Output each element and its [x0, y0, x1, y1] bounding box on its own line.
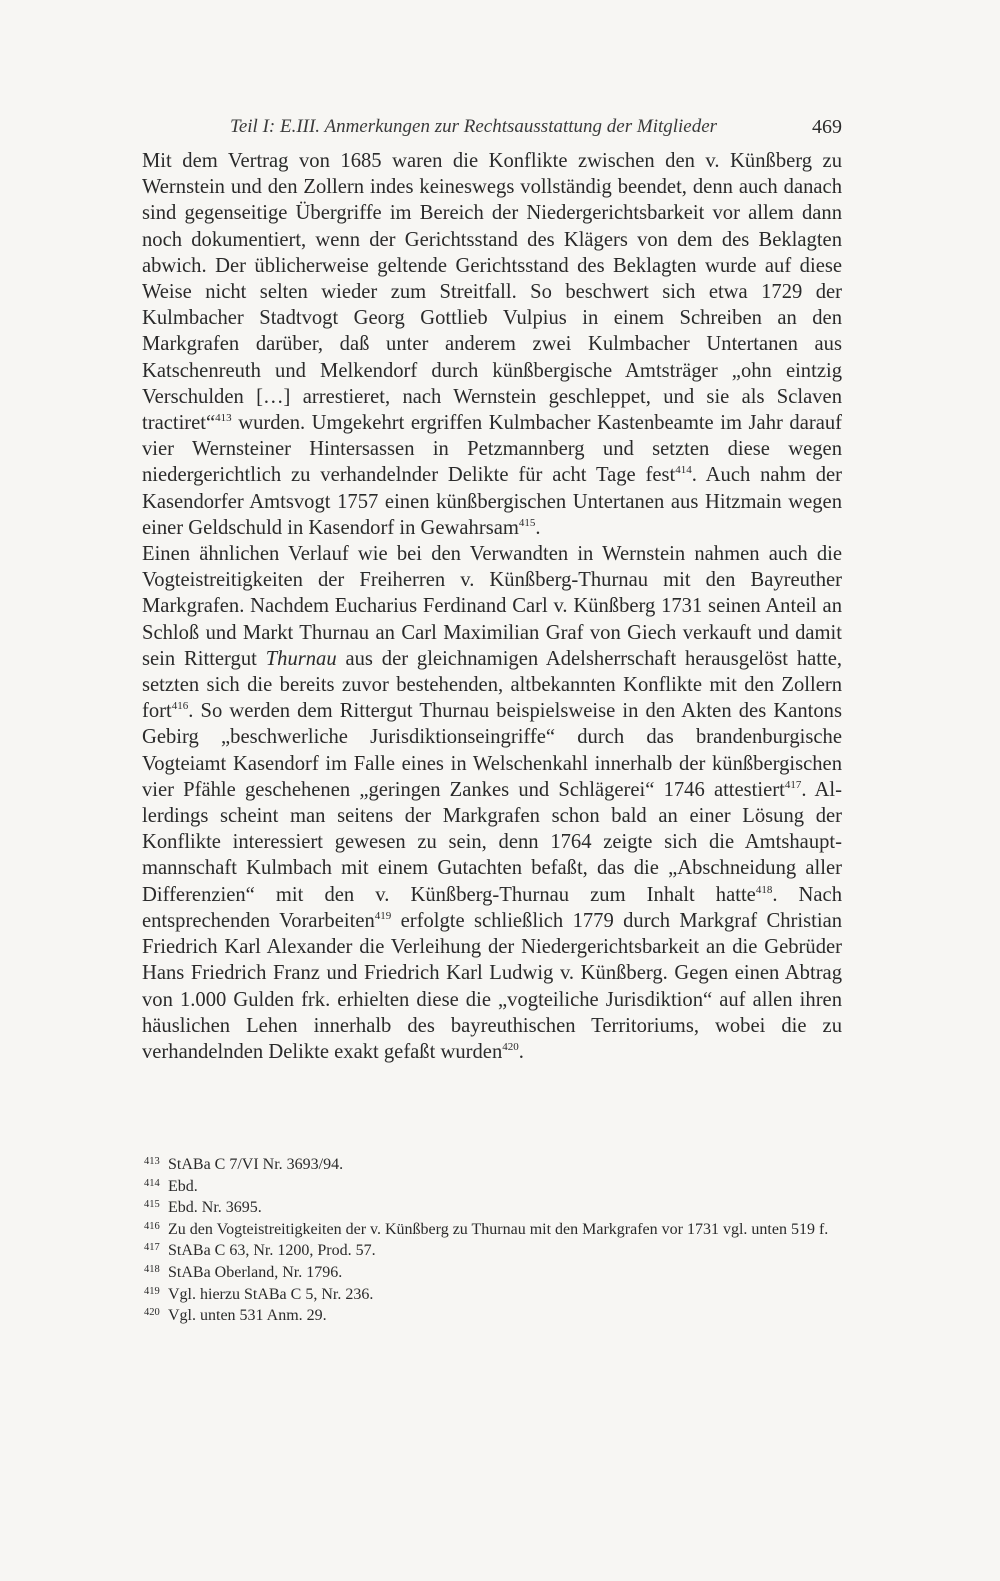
footnote-ref[interactable]: 415: [518, 516, 536, 529]
text-segment: . Nach entsprechenden Vorarbeiten: [142, 883, 842, 932]
footnote: [144, 1219, 844, 1241]
footnote-text: StABa C 63, Nr. 1200, Prod. 57.: [168, 1242, 376, 1260]
footnote-text: Ebd. Nr. 3695.: [168, 1199, 262, 1217]
footnote: [144, 1284, 844, 1306]
text-segment: . Auch nahm der Kasendorfer Amtsvogt 1757 einen künßbergischen Untertanen aus Hitzmain wegen einer Geldschuld in Kasendorf in Gewahrsam: [142, 464, 842, 539]
italic-term: Thurnau: [265, 647, 337, 670]
footnote-number: 417: [144, 1242, 160, 1254]
footnotes: [144, 1154, 844, 1327]
page-number: 469: [812, 116, 842, 138]
text-segment: Einen ähnlichen Verlauf wie bei den Verwandten in Wernstein nahmen auch die Vogteistreitigkeiten der Freiherren v. Künßberg-Thurnau mit den Bayreuther Markgrafen. Nachdem Eucharius Ferdinand Carl v. Künßberg 1731 seinen Anteil an Schloß und Markt Thurnau an Carl Maximilian Graf von Giech verkauft und damit sein Rittergut: [142, 543, 842, 670]
footnote-ref[interactable]: 417: [784, 779, 802, 792]
footnote-text: Ebd.: [168, 1177, 198, 1195]
footnote: [144, 1176, 844, 1198]
footnote-number: 414: [144, 1177, 160, 1189]
text-segment: erfolgte schließlich 1779 durch Markgraf Christian Friedrich Karl Alexander die Verleihung der Niedergerichtsbarkeit an die Gebrüder Hans Friedrich Franz und Friedrich Karl Ludwig v. Künßberg. Gegen einen Abtrag von 1.000 Gulden frk. erhielten diese die „vogteiliche Jurisdiktion“ auf allen ihren häuslichen Lehen innerhalb des bayreuthischen Territoriums, wobei die zu verhandelnden Delikte exakt gefaßt wurden: [142, 909, 843, 1063]
footnote-ref[interactable]: 413: [215, 412, 232, 425]
footnote-ref[interactable]: 420: [502, 1041, 519, 1054]
footnote-ref[interactable]: 418: [755, 883, 773, 896]
footnote: [144, 1240, 844, 1262]
text-segment: wurden. Umgekehrt ergriffen Kulmbacher Kastenbeamte im Jahr darauf vier Wernsteiner Hintersassen in Petzmannberg und setzten diese wegen niedergerichtlich zu verhandelnder Delikte für acht Tage fest: [142, 412, 842, 487]
footnote: [144, 1305, 844, 1327]
footnote: [144, 1262, 844, 1284]
paragraph-2: [142, 541, 842, 1065]
text-segment: .: [535, 516, 541, 539]
text-segment: . So werden dem Rittergut Thurnau beispielsweise in den Akten des Kantons Gebirg „beschwerliche Jurisdiktionseingriffe“ durch das brandenburgische Vogteiamt Kasendorf im Falle eines in Welschenkahl innerhalb der künßbergischen vier Pfähle geschehenen „geringen Zankes und Schlägerei“ 1746 attestiert: [142, 700, 842, 801]
footnote-ref[interactable]: 414: [675, 464, 692, 477]
footnote-text: Zu den Vogteistreitigkeiten der v. Künßberg zu Thurnau mit den Markgrafen vor 1731 vgl. unten 519 f.: [168, 1220, 829, 1238]
footnote-number: 415: [144, 1199, 160, 1211]
footnote-number: 420: [144, 1307, 160, 1319]
footnote-ref[interactable]: 419: [374, 910, 392, 923]
paragraph-1: [142, 148, 842, 541]
footnote-number: 416: [144, 1220, 160, 1232]
footnote-ref[interactable]: 416: [171, 700, 189, 713]
footnote-text: StABa Oberland, Nr. 1796.: [168, 1263, 343, 1281]
footnote-number: 419: [144, 1285, 160, 1297]
footnote: [144, 1197, 844, 1219]
text-segment: Mit dem Vertrag von 1685 waren die Konflikte zwischen den v. Künßberg zu Wernstein und den Zollern indes keineswegs vollständig beendet, denn auch danach sind gegenseitige Übergriffe im Bereich der Niedergerichtsbarkeit vor allem dann noch dokumentiert, wenn der Gerichtsstand des Klägers von dem des Beklagten abwich. Der üblicherweise geltende Gerichtsstand des Beklagten wurde auf diese Weise nicht selten wieder zum Streitfall. So beschwert sich etwa 1729 der Kulmbacher Stadtvogt Georg Gottlieb Vulpius in einem Schreiben an den Markgrafen darüber, daß unter anderem zwei Kulmbacher Untertanen aus Katschenreuth und Melkendorf durch künßbergische Amtsträger „ohn eintzig Verschulden […] arrestieret, nach Wernstein geschleppet, und sie als Sclaven tractiret“: [142, 150, 842, 435]
running-header: [230, 112, 842, 142]
footnote-number: 418: [144, 1263, 160, 1275]
text-segment: . Allerdings scheint man seitens der Markgrafen schon bald an einer Lösung der Konflikte interessiert gewesen zu sein, denn 1764 zeigte sich die Amtshauptmannschaft Kulmbach mit einem Gutachten befaßt, das die „Abschneidung aller Differenzien“ mit den v. Künßberg-Thurnau zum Inhalt hatte: [142, 778, 842, 906]
text-segment: aus der gleichnamigen Adelsherrschaft herausgelöst hatte, setzten sich die bereits zuvor bestehenden, altbekannten Konflikte mit den Zollern fort: [142, 647, 843, 723]
footnote-number: 413: [144, 1156, 160, 1167]
header-title: Teil I: E.III. Anmerkungen zur Rechtsausstattung der Mitglieder: [230, 116, 718, 137]
text-segment: .: [518, 1040, 524, 1063]
main-text: [142, 148, 842, 1065]
footnote-text: Vgl. hierzu StABa C 5, Nr. 236.: [168, 1285, 374, 1303]
footnote: [144, 1154, 844, 1176]
footnote-text: StABa C 7/VI Nr. 3693/94.: [168, 1156, 344, 1173]
footnote-text: Vgl. unten 531 Anm. 29.: [168, 1307, 327, 1325]
